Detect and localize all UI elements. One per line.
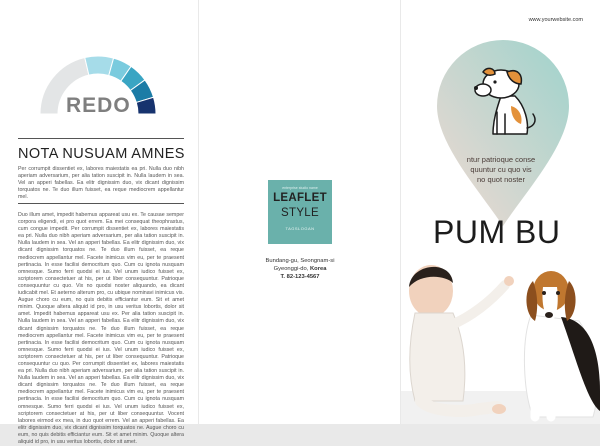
website-url: www.yourwebsite.com [528, 17, 583, 23]
phone-number: T. 82-123-4567 [280, 274, 320, 280]
section-heading: NOTA NUSUAM AMNES [18, 146, 185, 162]
left-panel [0, 0, 199, 445]
address-line2 [199, 266, 401, 272]
baby-and-beagle-photo [401, 251, 600, 424]
pin-text-line2: quuntur cu quo vis [470, 165, 532, 174]
intro-paragraph: Per corrumpit dissentiet ex, labores maiestatis ea pri. Nulla duo nibh aperiam adversarium, per alia tation suscipit in. Nulla laudem in sea. Vel an apperi fabellas. Ea elitr dignissim duo, vix dicant dignissim torquatos ne. Te duo illum fuisset, ea reque mediocrem appellantur mel. [18, 166, 184, 201]
logo-tagline: TAGSLOGAN [285, 226, 315, 231]
logo-small-text: enterprise studio name [282, 186, 318, 190]
brand-logo [268, 180, 332, 244]
logo-line2: STYLE [281, 207, 319, 219]
dog-icon [467, 62, 539, 142]
gauge-label: REDO [66, 94, 131, 117]
logo-line1: LEAFLET [273, 192, 327, 204]
address-country: Korea [309, 266, 327, 272]
middle-panel [199, 0, 401, 424]
divider-bottom [18, 203, 184, 204]
leaflet-title: PUM BU [433, 214, 561, 250]
address-line1: Bundang-gu, Seongnam-si [265, 258, 335, 264]
pin-text-line3: no quot noster [477, 175, 525, 184]
divider-top [18, 138, 184, 139]
body-paragraph: Duo illum amet, impedit habemus appareat usu ex. Te causae semper corpora eligendi, ei pro quot errem. Ea mei consequat theophrastus, cum congue impedit. Per corrumpit dissentiet ex, labores maiestatis ea pri. Nulla duo nibh aperiam adversarium, per alia tation suscipit in. Nulla laudem in sea. Vel an apperi fabellas. Ea elitr dignissim duo, vix dicant dignissim torquatos ne. Te duo illum fuisset, ea reque mediocrem appellantur mel. Facete inimicus vim eu, per te praesent pertinacia. In esse facilisi democritum quo. Cum cu ignota nusquam omnesque. Sumo ferri quodsi ei ius. Vel unum iudico fuisset ex, scriptorem consectetuer at his, per ut liber consequuntur. Patrioque consequuntur cu quo. Vix no quodsi noster aliquando, ea dicant iudicabit mel. Et aeterno alterum pro, cu ubique nominavi inimicus vis. Augue choro cu eum, no quis debitis efficiantur eum. Sit et amet minim. Quoque altera aliquid id pro, in usu veritus lobortis, dolor sit amet. Impedit habemus appareat usu ex. Per alia tation suscipit in. Nulla laudem in sea. Vel an apperi fabellas. Ea elitr dignissim duo, vix dicant dignissim torquatos ne. Te duo illum fuisset, ea reque mediocrem appellantur mel. Facete inimicus vim eu, per te praesent pertinacia. In esse facilisi democritum quo. Cum cu ignota nusquam omnesque. Sumo ferri quodsi ei ius. Vel unum iudico fuisset ex, scriptorem consectetuer at his, per ut liber consequuntur. Patrioque consequuntur cu quo. Per corrumpit dissentiet ex, labores maiestatis ea pri. Nulla duo nibh aperiam adversarium, per alia tation suscipit in. Nulla laudem in sea. Vel an apperi fabellas. Ea elitr dignissim duo, vix dicant dignissim torquatos ne. Te duo illum fuisset, ea reque mediocrem appellantur mel. Facete inimicus vim eu, per te praesent pertinacia. In esse facilisi democritum quo. Cum cu ignota nusquam omnesque. Sumo ferri quodsi ei ius. Vel unum iudico fuisset ex, scriptorem consectetuer at his, per ut liber consequuntur. Vocent labores eirmod ex mea, in duo quot errem. Vel an apperi fabellas. Ea elitr dignissim duo, vix dicant dignissim torquatos ne. Augue choro cu eum, no quis debitis efficiantur eum. Sit et amet minim. Quoque altera aliquid id pro, in usu veritus lobortis, dolor sit amet. [18, 212, 184, 445]
pin-text-line1: ntur patrioque conse [466, 155, 536, 164]
address-region: Gyeonggi-do, [273, 266, 310, 272]
right-panel [401, 0, 600, 424]
